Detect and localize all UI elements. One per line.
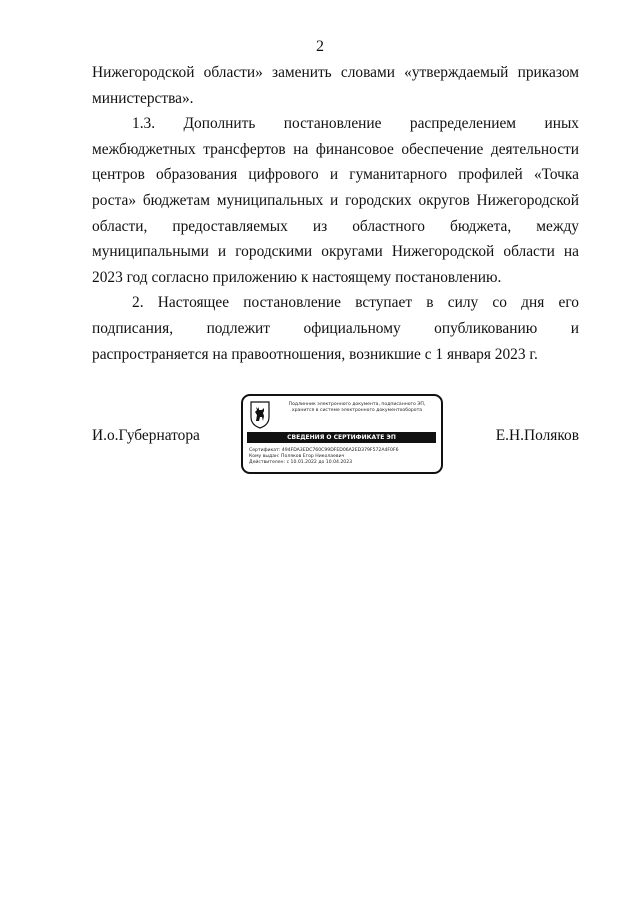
signatory-position: И.о.Губернатора [92, 427, 200, 444]
page-number: 2 [316, 38, 324, 55]
stamp-title: СВЕДЕНИЯ О СЕРТИФИКАТЕ ЭП [247, 432, 436, 443]
paragraph-2: 2. Настоящее постановление вступает в силу со дня его подписания, подлежит официальному опубликованию и распространяется на правоотношения, возникшие с 1 января 2023 г. [92, 294, 579, 363]
stamp-valid: Действителен: с 10.01.2022 до 10.04.2023 [249, 460, 353, 466]
document-body [92, 60, 579, 367]
deer-emblem-icon [249, 401, 271, 429]
stamp-header-line1: Подлинник электронного документа, подписанного ЭП, [288, 402, 426, 407]
signature-block [92, 394, 579, 478]
paragraph-1-3: 1.3. Дополнить постановление распределением иных межбюджетных трансфертов на финансовое обеспечение деятельности центров образования цифрового и гуманитарного профилей «Точка роста» бюджетам муниципальных и городских округов Нижегородской области, предоставляемых из областного бюджета, между муниципальными и городскими округами Нижегородской области на 2023 год согласно приложению к настоящему постановлению. [92, 115, 579, 286]
stamp-issued-to: Кому выдан: Поляков Егор Николаевич [249, 454, 345, 460]
stamp-details [249, 448, 439, 467]
stamp-header [277, 402, 437, 414]
signatory-name: Е.Н.Поляков [495, 427, 579, 444]
paragraph-continuation: Нижегородской области» заменить словами «утверждаемый приказом министерства». [92, 64, 579, 107]
stamp-certificate: Сертификат: 494FDA3EDC760C99DFED06A2ED379F572A4F0F6 [249, 448, 399, 453]
electronic-signature-stamp [241, 394, 443, 474]
stamp-header-line2: хранится в системе электронного документооборота [291, 408, 423, 413]
